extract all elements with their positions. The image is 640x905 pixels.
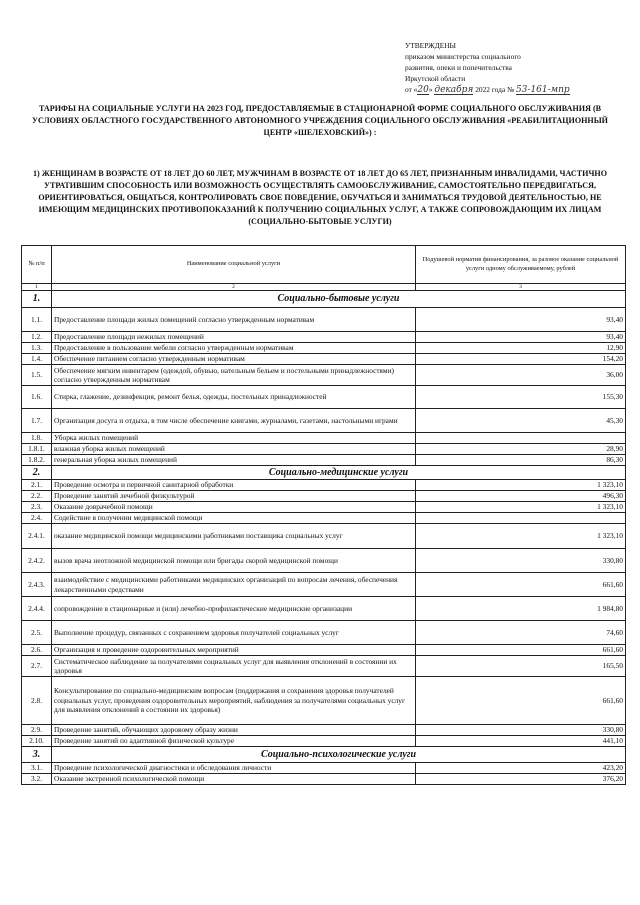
table-row [22,763,626,774]
service-name: вызов врача неотложной медицинской помощи или бригады скорой медицинской помощи [52,549,416,573]
service-price: 86,30 [416,455,626,466]
table-row [22,444,626,455]
service-name: Проведение занятий лечебной физкультурой [52,491,416,502]
service-price: 661,60 [416,677,626,725]
service-name: Содействие в получении медицинской помощи [52,513,416,524]
table-row [22,502,626,513]
table-row [22,645,626,656]
service-name: Проведение занятий по адаптивной физической культуре [52,736,416,747]
section-row [22,747,626,763]
row-number: 2.6. [22,645,52,656]
header-num: № п/п [22,246,52,284]
table-row [22,736,626,747]
table-row [22,480,626,491]
service-price: 376,20 [416,774,626,785]
index-1: 1 [22,284,52,291]
table-header-row [22,246,626,284]
document-title: ТАРИФЫ НА СОЦИАЛЬНЫЕ УСЛУГИ НА 2023 ГОД, ПРЕДОСТАВЛЯЕМЫЕ В СТАЦИОНАРНОЙ ФОРМЕ СОЦИАЛЬНОГО ОБСЛУЖИВАНИЯ (В УСЛОВИЯХ ОБЛАСТНОГО ГОСУДАРСТВЕННОГО АВТОНОМНОГО УЧРЕЖДЕНИЯ СОЦИАЛЬНОГО ОБСЛУЖИВАНИЯ «РЕАБИЛИТАЦИОННЫЙ ЦЕНТР «ШЕЛЕХОВСКИЙ») : [32,104,608,137]
service-price: 45,30 [416,409,626,433]
row-number: 2.4.1. [22,524,52,549]
table-row [22,365,626,386]
service-price: 661,60 [416,573,626,597]
table-row [22,354,626,365]
row-number: 2.2. [22,491,52,502]
service-name: Проведение занятий, обучающих здоровому образу жизни [52,725,416,736]
table-row [22,332,626,343]
service-name: Выполнение процедур, связанных с сохранением здоровья получателей социальных услуг [52,621,416,645]
row-number: 2.4.4. [22,597,52,621]
row-number: 1.8.1. [22,444,52,455]
row-number: 2.9. [22,725,52,736]
service-price: 93,40 [416,308,626,332]
service-name: Проведение осмотра и первичной санитарной обработки [52,480,416,491]
row-number: 2.10. [22,736,52,747]
table-row [22,343,626,354]
table-row [22,725,626,736]
row-number: 2.4.3. [22,573,52,597]
service-price: 423,20 [416,763,626,774]
approval-line: УТВЕРЖДЕНЫ [405,41,457,50]
service-price [416,513,626,524]
service-name: Предоставление площади нежилых помещений [52,332,416,343]
table-row [22,433,626,444]
row-number: 1.6. [22,386,52,409]
table-row [22,549,626,573]
service-price: 330,80 [416,549,626,573]
approval-line: Иркутской области [405,74,466,83]
table-row [22,455,626,466]
section-title: Социально-психологические услуги [52,747,626,763]
table-row [22,774,626,785]
service-price: 330,80 [416,725,626,736]
order-number: 53-161-мпр [515,85,570,95]
approval-stamp [405,40,630,96]
row-number: 3.2. [22,774,52,785]
table-index-row [22,284,626,291]
section-number: 1. [22,291,52,308]
service-price: 74,60 [416,621,626,645]
service-price: 28,90 [416,444,626,455]
service-name: влажная уборка жилых помещений [52,444,416,455]
service-name: Организация досуга и отдыха, в том числе обеспечение книгами, журналами, газетами, настольными играми [52,409,416,433]
service-price: 1 323,10 [416,502,626,513]
service-name: Проведение психологической диагностики и обследования личности [52,763,416,774]
section-title: Социально-бытовые услуги [52,291,626,308]
service-price: 1 984,80 [416,597,626,621]
row-number: 1.7. [22,409,52,433]
date-day: 20 [417,85,429,95]
service-price: 441,10 [416,736,626,747]
row-number: 2.4. [22,513,52,524]
tariffs-table [21,245,626,785]
row-number: 2.5. [22,621,52,645]
service-name: Обеспечение мягким инвентарем (одеждой, обувью, нательным бельем и постельными принадлежностями) согласно утвержденным нормативам [52,365,416,386]
section-title: Социально-медицинские услуги [52,466,626,480]
date-month: декабря [434,85,474,95]
row-number: 2.7. [22,656,52,677]
service-price [416,433,626,444]
table-row [22,308,626,332]
table-row [22,573,626,597]
approval-line: развития, опеки и попечительства [405,63,512,72]
service-name: Оказание доврачебной помощи [52,502,416,513]
row-number: 1.1. [22,308,52,332]
service-price: 496,30 [416,491,626,502]
service-name: сопровождение в стационарные и (или) лечебно-профилактические медицинские организации [52,597,416,621]
service-price: 36,00 [416,365,626,386]
section-number: 2. [22,466,52,480]
table-row [22,656,626,677]
service-name: Стирка, глажение, дезинфекция, ремонт белья, одежды, постельных принадлежностей [52,386,416,409]
service-price: 1 323,10 [416,524,626,549]
row-number: 1.5. [22,365,52,386]
service-price: 155,30 [416,386,626,409]
header-name: Наименование социальной услуги [52,246,416,284]
section-number: 3. [22,747,52,763]
row-number: 2.1. [22,480,52,491]
service-name: генеральная уборка жилых помещений [52,455,416,466]
table-row [22,597,626,621]
service-name: Оказание экстренной психологической помощи [52,774,416,785]
section-row [22,291,626,308]
document-subtitle: 1) ЖЕНЩИНАМ В ВОЗРАСТЕ ОТ 18 ЛЕТ ДО 60 ЛЕТ, МУЖЧИНАМ В ВОЗРАСТЕ ОТ 18 ЛЕТ ДО 65 ЛЕТ, ПРИЗНАННЫМ ИНВАЛИДАМИ, ЧАСТИЧНО УТРАТИВШИМ СПОСОБНОСТЬ ИЛИ ВОЗМОЖНОСТЬ ОСУЩЕСТВЛЯТЬ САМООБСЛУЖИВАНИЕ, САМОСТОЯТЕЛЬНО ПЕРЕДВИГАТЬСЯ, ОРИЕНТИРОВАТЬСЯ, ОБЩАТЬСЯ, КОНТРОЛИРОВАТЬ СВОЕ ПОВЕДЕНИЕ, ОБУЧАТЬСЯ И ЗАНИМАТЬСЯ ТРУДОВОЙ ДЕЯТЕЛЬНОСТЬЮ, НЕ ИМЕЮЩИМ МЕДИЦИНСКИХ ПРОТИВОПОКАЗАНИЙ К ПОЛУЧЕНИЮ СОЦИАЛЬНЫХ УСЛУГ, А ТАКЖЕ СОПРОВОЖДАЮЩИМ ИХ ЛИЦАМ (СОЦИАЛЬНО-БЫТОВЫЕ УСЛУГИ) [32,169,608,226]
table-row [22,524,626,549]
row-number: 2.8. [22,677,52,725]
service-name: оказание медицинской помощи медицинскими работниками поставщика социальных услуг [52,524,416,549]
table-row [22,409,626,433]
index-3: 3 [416,284,626,291]
service-name: Предоставление площади жилых помещений согласно утвержденным нормативам [52,308,416,332]
service-price: 93,40 [416,332,626,343]
table-row [22,677,626,725]
date-sep: » [428,85,435,94]
row-number: 2.3. [22,502,52,513]
table-row [22,513,626,524]
service-price: 1 323,10 [416,480,626,491]
row-number: 1.8. [22,433,52,444]
approval-date-line [405,84,630,96]
service-price: 661,60 [416,645,626,656]
table-row [22,386,626,409]
service-price: 165,50 [416,656,626,677]
service-name: Обеспечение питанием согласно утвержденным нормативам [52,354,416,365]
service-name: взаимодействие с медицинскими работниками медицинских организаций по вопросам лечения, обеспечения лекарственными средствами [52,573,416,597]
index-2: 2 [52,284,416,291]
date-year: 2022 года № [473,85,516,94]
section-row [22,466,626,480]
header-price: Подушевой норматив финансирования, за разовое оказание социальной услуги одному обслуживаемому, рублей [416,246,626,284]
row-number: 1.2. [22,332,52,343]
service-name: Предоставление в пользование мебели согласно утвержденным нормативам [52,343,416,354]
table-row [22,491,626,502]
service-name: Систематическое наблюдение за получателями социальных услуг для выявления отклонений в состоянии их здоровья [52,656,416,677]
approval-line: приказом министерства социального [405,52,521,61]
row-number: 3.1. [22,763,52,774]
row-number: 1.4. [22,354,52,365]
service-price: 154,20 [416,354,626,365]
service-name: Организация и проведение оздоровительных мероприятий [52,645,416,656]
service-name: Консультирование по социально-медицинским вопросам (поддержания и сохранения здоровья получателей социальных услуг, проведения оздоровительных мероприятий, наблюдения за получателями социальных услуг для выявления отклонений в состоянии их здоровья) [52,677,416,725]
table-row [22,621,626,645]
row-number: 1.8.2. [22,455,52,466]
row-number: 1.3. [22,343,52,354]
service-name: Уборка жилых помещений [52,433,416,444]
date-prefix: от « [405,85,418,94]
service-price: 12,90 [416,343,626,354]
row-number: 2.4.2. [22,549,52,573]
